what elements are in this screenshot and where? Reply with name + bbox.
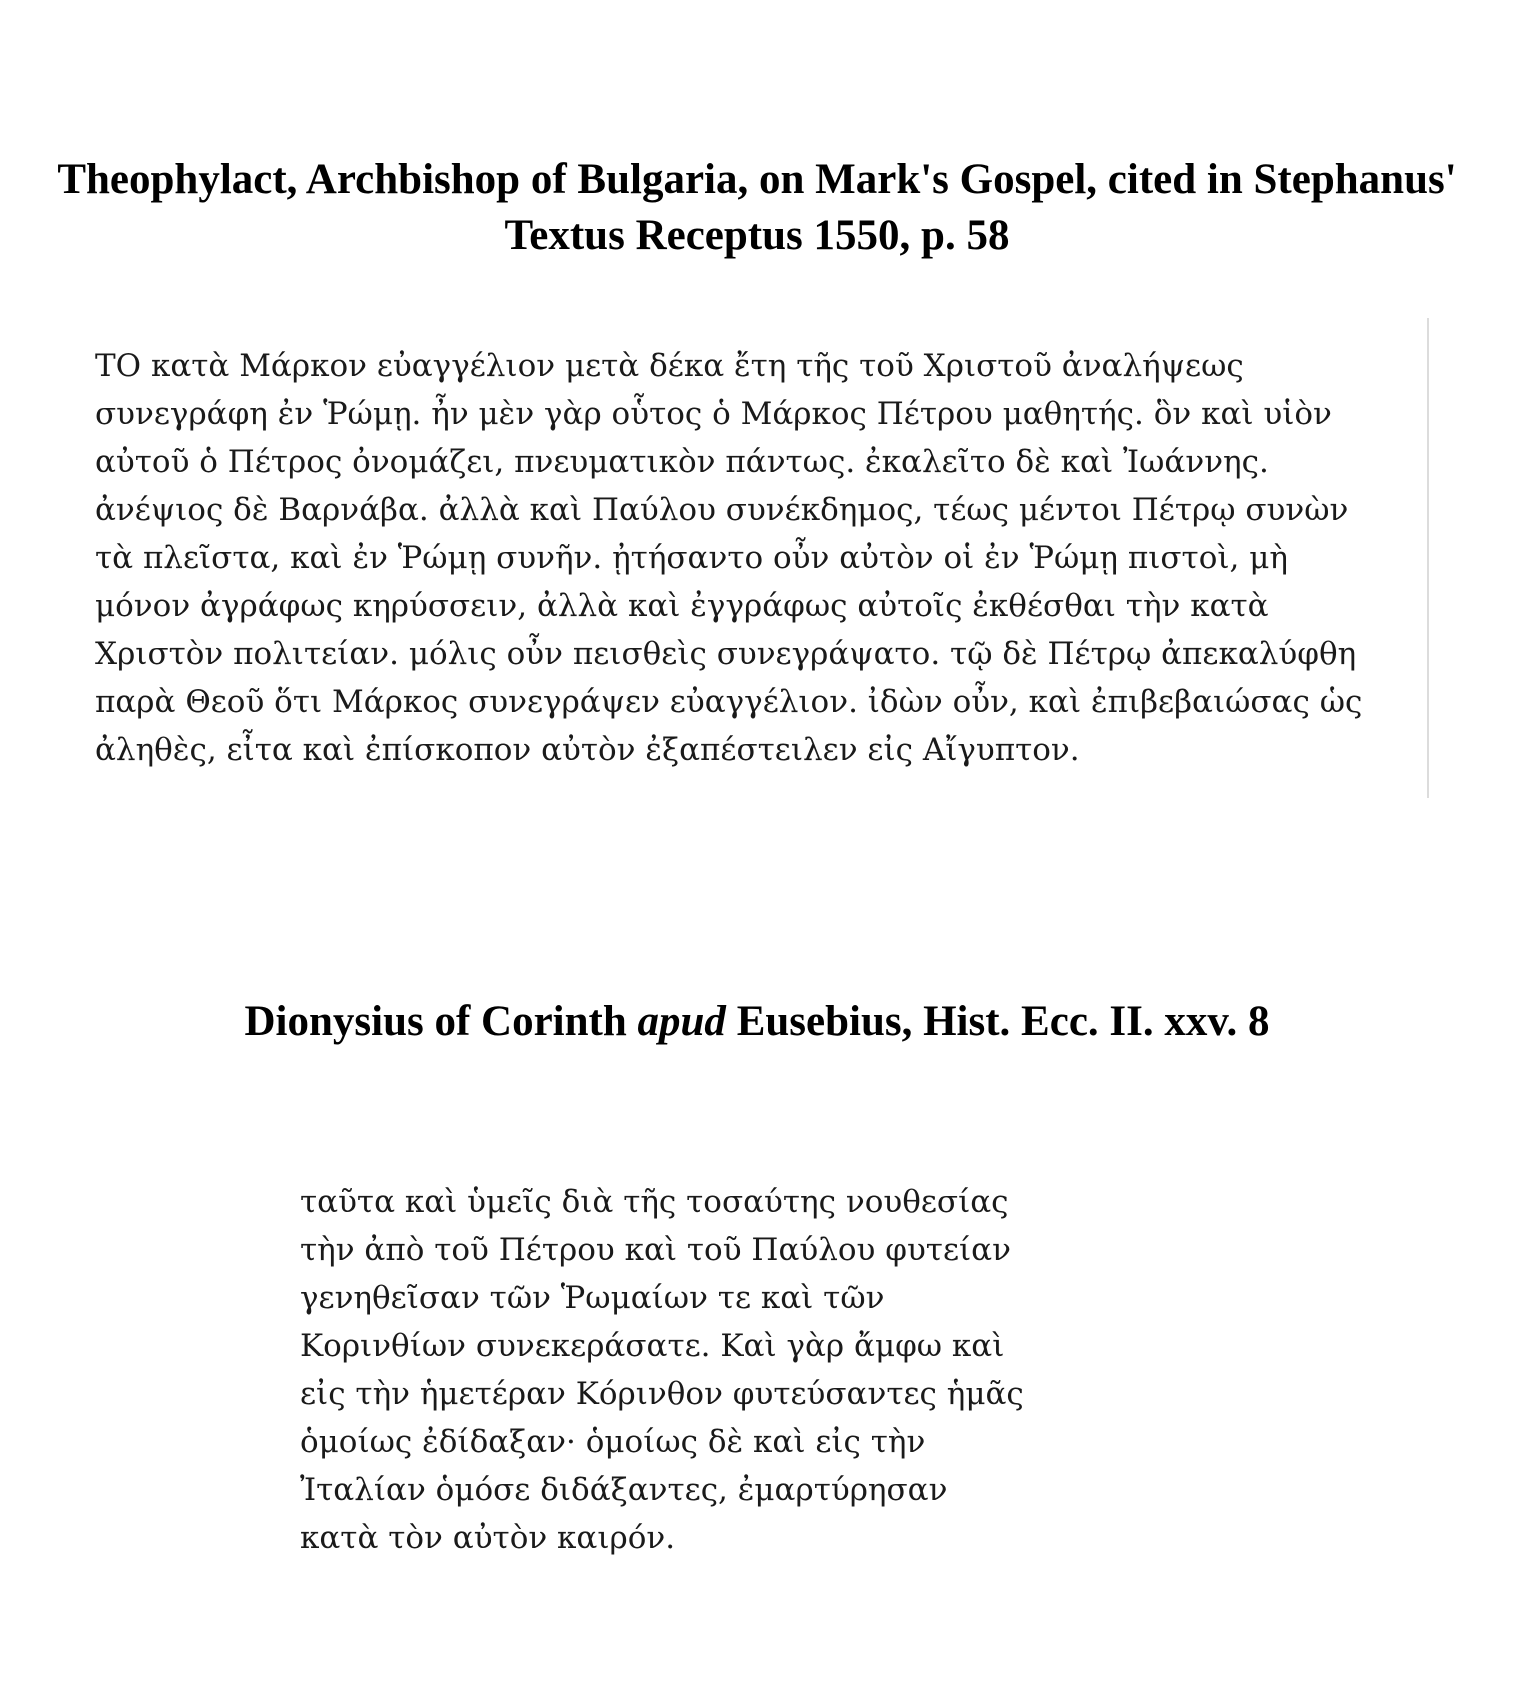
section-2-heading (0, 994, 1514, 1050)
text-line: ἀνέψιος δὲ Βαρνάβα. ἀλλὰ καὶ Παύλου συνέκδημος, τέως μέντοι Πέτρῳ συνὼν (95, 492, 1349, 528)
text-line: ΤΟ κατὰ Μάρκον εὐαγγέλιον μετὰ δέκα ἔτη τῆς τοῦ Χριστοῦ ἀναλήψεως (95, 348, 1244, 384)
text-line: συνεγράφη ἐν Ῥώμῃ. ἦν μὲν γὰρ οὗτος ὁ Μάρκος Πέτρου μαθητής. ὃν καὶ υἱὸν (95, 396, 1332, 432)
text-line: Κορινθίων συνεκεράσατε. Καὶ γὰρ ἄμφω καὶ (300, 1328, 1005, 1364)
text-line: ὁμοίως ἐδίδαξαν· ὁμοίως δὲ καὶ εἰς τὴν (300, 1424, 926, 1460)
text-line: παρὰ Θεοῦ ὅτι Μάρκος συνεγράψεν εὐαγγέλιον. ἰδὼν οὖν, καὶ ἐπιβεβαιώσας ὡς (95, 684, 1363, 720)
heading-italic-term: apud (637, 998, 726, 1045)
text-line: ταῦτα καὶ ὑμεῖς διὰ τῆς τοσαύτης νουθεσίας (300, 1184, 1009, 1220)
text-line: αὐτοῦ ὁ Πέτρος ὀνομάζει, πνευματικὸν πάντως. ἐκαλεῖτο δὲ καὶ Ἰωάννης. (95, 444, 1269, 480)
text-line: τὴν ἀπὸ τοῦ Πέτρου καὶ τοῦ Παύλου φυτείαν (300, 1232, 1011, 1268)
text-line: Ἰταλίαν ὁμόσε διδάξαντες, ἐμαρτύρησαν (300, 1472, 948, 1508)
vertical-divider (1427, 318, 1429, 798)
heading-text-part: Eusebius, Hist. Ecc. II. xxv. 8 (725, 998, 1270, 1045)
text-line: μόνον ἀγράφως κηρύσσειν, ἀλλὰ καὶ ἐγγράφως αὐτοῖς ἐκθέσθαι τὴν κατὰ (95, 588, 1269, 624)
dionysius-greek-text (300, 1178, 1160, 1562)
text-line: κατὰ τὸν αὐτὸν καιρόν. (300, 1520, 676, 1556)
text-line: ἀληθὲς, εἶτα καὶ ἐπίσκοπον αὐτὸν ἐξαπέστειλεν εἰς Αἴγυπτον. (95, 732, 1080, 768)
text-line: εἰς τὴν ἡμετέραν Κόρινθον φυτεύσαντες ἡμᾶς (300, 1376, 1024, 1412)
text-line: γενηθεῖσαν τῶν Ῥωμαίων τε καὶ τῶν (300, 1280, 885, 1316)
text-line: τὰ πλεῖστα, καὶ ἐν Ῥώμῃ συνῆν. ᾐτήσαντο οὖν αὐτὸν οἱ ἐν Ῥώμῃ πιστοὶ, μὴ (95, 540, 1288, 576)
section-1-heading: Theophylact, Archbishop of Bulgaria, on Mark's Gospel, cited in Stephanus' Textus Receptus 1550, p. 58 (57, 156, 1457, 259)
heading-text-part: Dionysius of Corinth (244, 998, 638, 1045)
theophylact-greek-text (95, 342, 1425, 774)
text-line: Χριστὸν πολιτείαν. μόλις οὖν πεισθεὶς συνεγράψατο. τῷ δὲ Πέτρῳ ἀπεκαλύφθη (95, 636, 1357, 672)
